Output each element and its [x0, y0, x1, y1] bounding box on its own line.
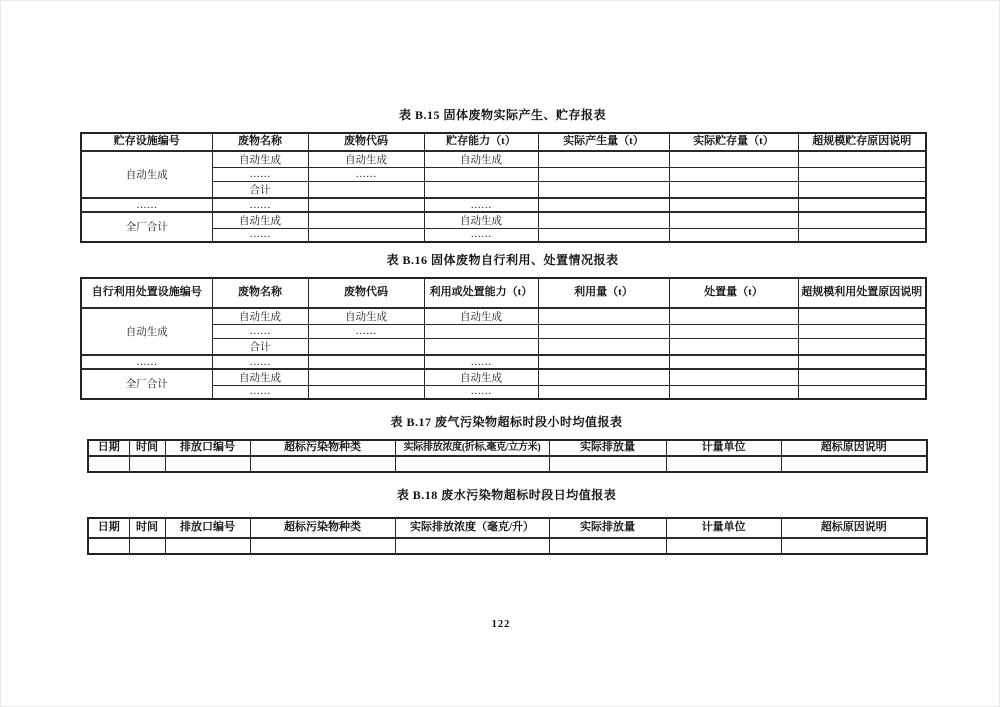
- column-header: 贮存设施编号: [81, 133, 212, 151]
- column-header: 超规模贮存原因说明: [798, 133, 926, 151]
- empty-cell: [669, 212, 798, 229]
- cell-dots: ……: [212, 386, 308, 399]
- column-header: 废物名称: [212, 133, 308, 151]
- empty-cell: [669, 198, 798, 212]
- table-row: [81, 355, 926, 369]
- column-header: 超标原因说明: [781, 440, 927, 456]
- empty-cell: [798, 339, 926, 356]
- empty-cell: [798, 386, 926, 399]
- empty-cell: [424, 182, 538, 199]
- cell-auto-generated: 自动生成: [424, 151, 538, 168]
- empty-cell: [308, 386, 424, 399]
- empty-cell: [538, 308, 669, 325]
- table-b16-title: 表 B.16 固体废物自行利用、处置情况报表: [386, 253, 619, 267]
- column-header: 实际排放浓度(折标,毫克/立方米): [395, 440, 549, 456]
- table-b17: [87, 439, 928, 473]
- empty-cell: [395, 538, 549, 554]
- cell-auto-generated: 自动生成: [212, 308, 308, 325]
- empty-cell: [308, 355, 424, 369]
- empty-cell: [781, 538, 927, 554]
- table-b15: [80, 132, 927, 243]
- cell-dots: ……: [212, 325, 308, 339]
- table-b15-title: 表 B.15 固体废物实际产生、贮存报表: [398, 108, 606, 122]
- empty-cell: [88, 456, 129, 472]
- column-header: 废物代码: [308, 278, 424, 308]
- cell-auto-generated: 自动生成: [424, 308, 538, 325]
- column-header: 废物代码: [308, 133, 424, 151]
- cell-auto-generated: 自动生成: [81, 308, 212, 355]
- cell-dots: ……: [424, 355, 538, 369]
- empty-cell: [538, 182, 669, 199]
- empty-cell: [250, 538, 395, 554]
- cell-subtotal: 合计: [212, 182, 308, 199]
- cell-dots: ……: [212, 355, 308, 369]
- empty-cell: [669, 151, 798, 168]
- column-header: 废物名称: [212, 278, 308, 308]
- empty-cell: [308, 339, 424, 356]
- empty-cell: [538, 325, 669, 339]
- cell-dots: ……: [212, 168, 308, 182]
- empty-cell: [129, 456, 165, 472]
- empty-cell: [538, 151, 669, 168]
- empty-cell: [669, 355, 798, 369]
- column-header: 排放口编号: [165, 440, 250, 456]
- empty-cell: [669, 182, 798, 199]
- empty-cell: [538, 386, 669, 399]
- empty-cell: [798, 182, 926, 199]
- column-header: 实际排放量: [549, 440, 666, 456]
- table-row: [81, 212, 926, 229]
- table-b18: [87, 517, 928, 555]
- empty-cell: [669, 339, 798, 356]
- empty-cell: [538, 168, 669, 182]
- table-b16: [80, 277, 927, 400]
- table-row: [81, 198, 926, 212]
- column-header: 超标污染物种类: [250, 440, 395, 456]
- column-header: 处置量（t）: [669, 278, 798, 308]
- cell-dots: ……: [424, 229, 538, 242]
- cell-auto-generated: 自动生成: [424, 369, 538, 386]
- empty-cell: [798, 168, 926, 182]
- empty-cell: [308, 212, 424, 229]
- empty-cell: [88, 538, 129, 554]
- column-header: 时间: [129, 518, 165, 538]
- cell-auto-generated: 自动生成: [424, 212, 538, 229]
- empty-cell: [308, 182, 424, 199]
- table-row: [88, 518, 927, 538]
- empty-cell: [798, 369, 926, 386]
- empty-cell: [308, 198, 424, 212]
- empty-cell: [798, 198, 926, 212]
- table-row: [81, 133, 926, 151]
- table-row: [88, 456, 927, 472]
- cell-dots: ……: [212, 229, 308, 242]
- empty-cell: [424, 325, 538, 339]
- column-header: 排放口编号: [165, 518, 250, 538]
- cell-dots: ……: [308, 325, 424, 339]
- empty-cell: [538, 198, 669, 212]
- column-header: 利用量（t）: [538, 278, 669, 308]
- empty-cell: [669, 325, 798, 339]
- column-header: 计量单位: [666, 440, 781, 456]
- empty-cell: [669, 308, 798, 325]
- cell-auto-generated: 自动生成: [81, 151, 212, 198]
- empty-cell: [538, 339, 669, 356]
- empty-cell: [538, 369, 669, 386]
- empty-cell: [669, 386, 798, 399]
- empty-cell: [424, 168, 538, 182]
- empty-cell: [395, 456, 549, 472]
- empty-cell: [781, 456, 927, 472]
- empty-cell: [308, 369, 424, 386]
- empty-cell: [549, 456, 666, 472]
- empty-cell: [250, 456, 395, 472]
- empty-cell: [538, 355, 669, 369]
- empty-cell: [538, 229, 669, 242]
- column-header: 利用或处置能力（t）: [424, 278, 538, 308]
- column-header: 日期: [88, 518, 129, 538]
- cell-dots: ……: [212, 198, 308, 212]
- empty-cell: [669, 369, 798, 386]
- empty-cell: [549, 538, 666, 554]
- cell-dots: ……: [424, 198, 538, 212]
- empty-cell: [666, 538, 781, 554]
- column-header: 计量单位: [666, 518, 781, 538]
- table-row: [81, 151, 926, 168]
- column-header: 超标原因说明: [781, 518, 927, 538]
- table-row: [88, 440, 927, 456]
- column-header: 超规模利用处置原因说明: [798, 278, 926, 308]
- column-header: 实际排放浓度（毫克/升）: [395, 518, 549, 538]
- page-number: 122: [491, 619, 511, 630]
- cell-dots: ……: [81, 355, 212, 369]
- column-header: 时间: [129, 440, 165, 456]
- column-header: 实际贮存量（t）: [669, 133, 798, 151]
- table-row: [81, 278, 926, 308]
- empty-cell: [798, 151, 926, 168]
- cell-subtotal: 合计: [212, 339, 308, 356]
- table-b18-title: 表 B.18 废水污染物超标时段日均值报表: [396, 488, 617, 502]
- empty-cell: [666, 456, 781, 472]
- column-header: 日期: [88, 440, 129, 456]
- table-row: [81, 369, 926, 386]
- empty-cell: [165, 538, 250, 554]
- empty-cell: [798, 308, 926, 325]
- empty-cell: [165, 456, 250, 472]
- empty-cell: [129, 538, 165, 554]
- cell-auto-generated: 自动生成: [212, 212, 308, 229]
- empty-cell: [798, 229, 926, 242]
- table-row: [88, 538, 927, 554]
- empty-cell: [669, 168, 798, 182]
- cell-dots: ……: [424, 386, 538, 399]
- cell-auto-generated: 自动生成: [212, 369, 308, 386]
- cell-dots: ……: [81, 198, 212, 212]
- cell-auto-generated: 自动生成: [308, 151, 424, 168]
- column-header: 实际排放量: [549, 518, 666, 538]
- cell-auto-generated: 自动生成: [212, 151, 308, 168]
- cell-plant-total: 全厂合计: [81, 369, 212, 399]
- empty-cell: [308, 229, 424, 242]
- cell-auto-generated: 自动生成: [308, 308, 424, 325]
- empty-cell: [798, 212, 926, 229]
- table-b17-title: 表 B.17 废气污染物超标时段小时均值报表: [390, 415, 623, 429]
- empty-cell: [538, 212, 669, 229]
- empty-cell: [798, 355, 926, 369]
- empty-cell: [424, 339, 538, 356]
- empty-cell: [669, 229, 798, 242]
- column-header: 自行利用处置设施编号: [81, 278, 212, 308]
- cell-dots: ……: [308, 168, 424, 182]
- column-header: 实际产生量（t）: [538, 133, 669, 151]
- empty-cell: [798, 325, 926, 339]
- column-header: 超标污染物种类: [250, 518, 395, 538]
- table-row: [81, 308, 926, 325]
- column-header: 贮存能力（t）: [424, 133, 538, 151]
- cell-plant-total: 全厂合计: [81, 212, 212, 242]
